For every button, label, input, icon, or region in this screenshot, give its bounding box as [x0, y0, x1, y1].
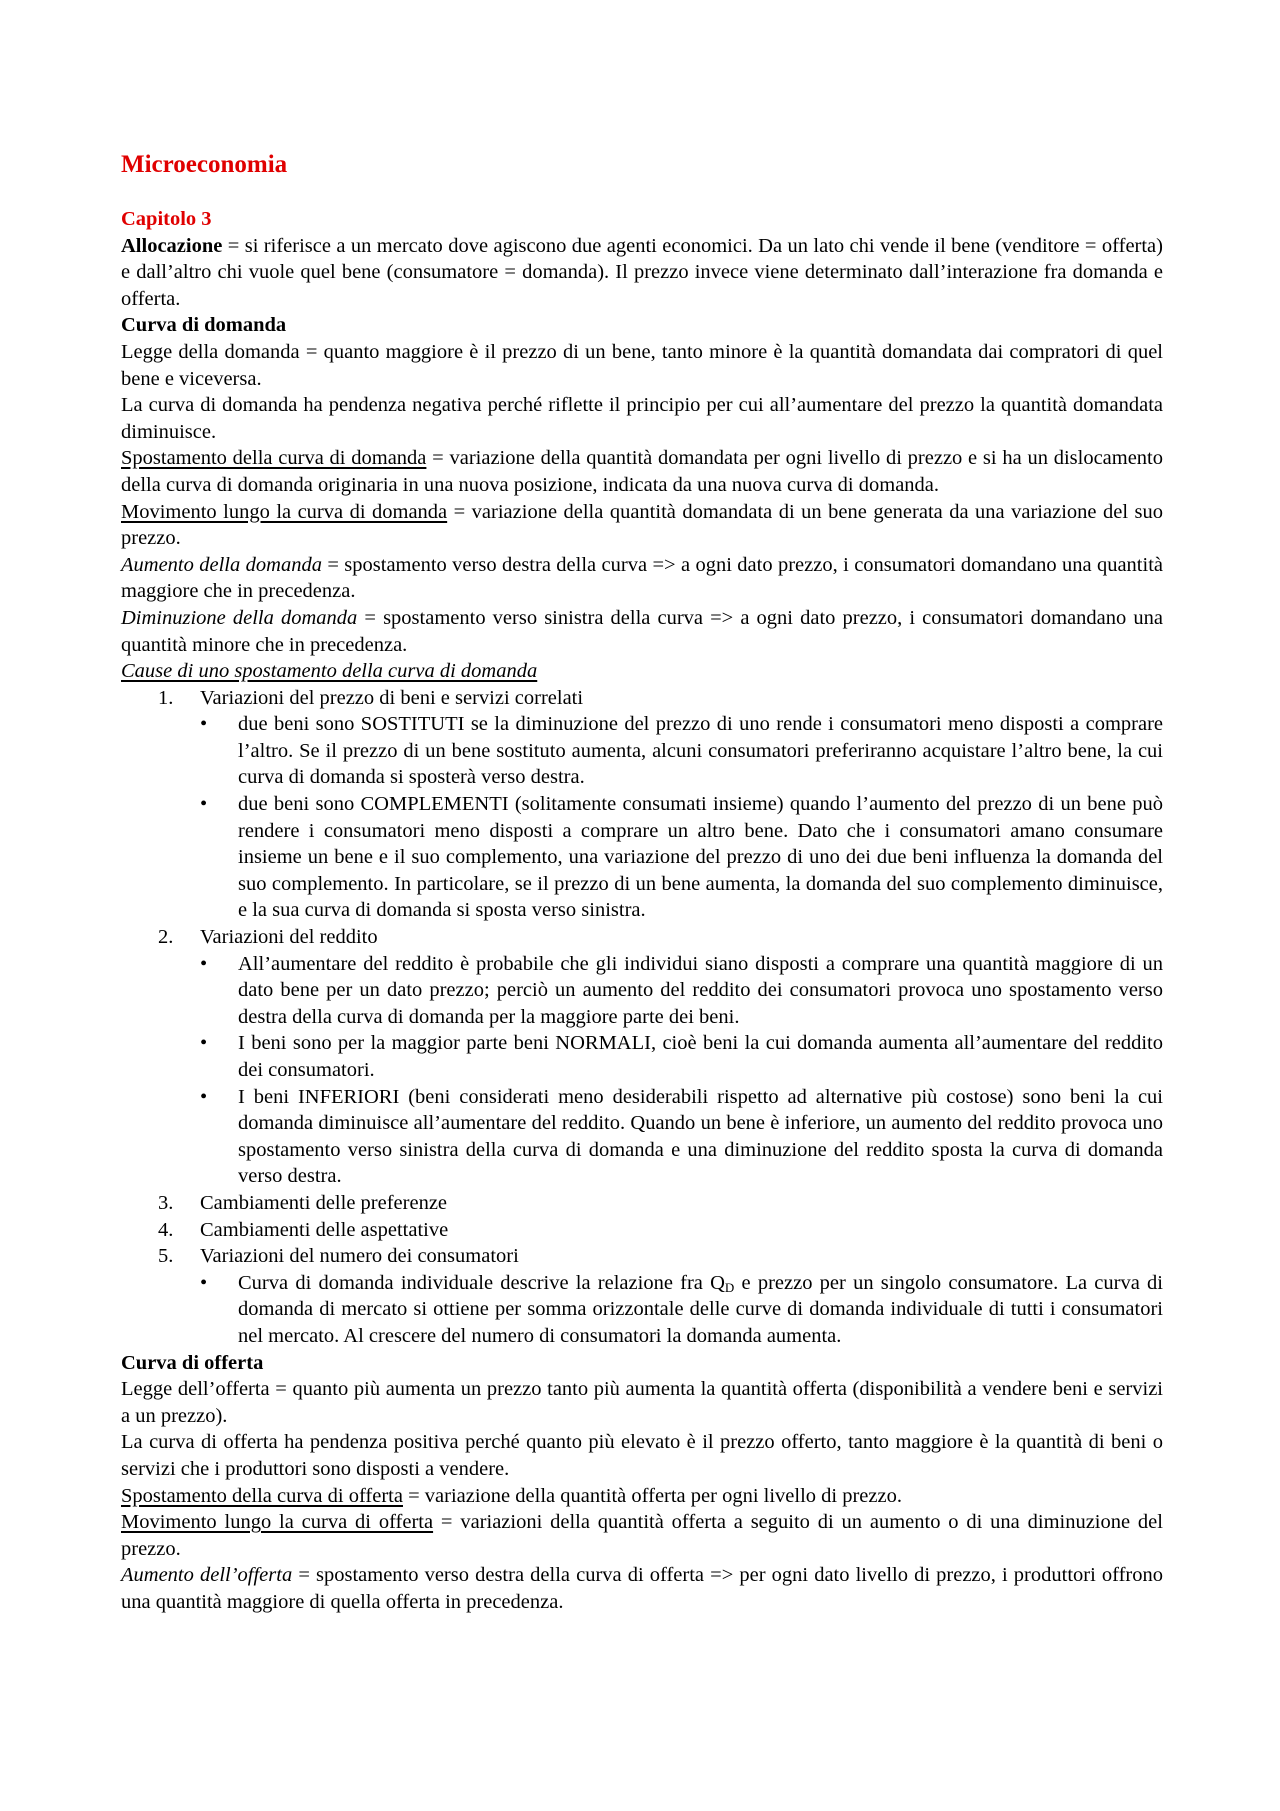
bullet-item: • All’aumentare del reddito è probabile che gli individui siano disposti a comprare una quantità maggiore di un dato bene per un dato prezzo; perciò un aumento del reddito dei consumatori provoca uno spostamento verso destra della curva di domanda per la maggiore parte dei beni.	[200, 951, 1163, 1031]
text-spostamento-domanda: = variazione della quantità domandata per ogni livello di prezzo e si ha un dislocamento della curva di domanda originaria in una nuova posizione, indicata da una nuova curva di domanda.	[121, 447, 1164, 496]
section-heading-offerta: Curva di offerta	[121, 1351, 264, 1374]
bullet-text: e prezzo per un singolo consumatore. La curva di domanda di mercato si ottiene per somma orizzontale delle curve di domanda individuale di tutti i consumatori nel mercato. Al crescere del numero di consumatori la domanda aumenta.	[238, 1271, 1163, 1347]
term-aumento-domanda: Aumento della domanda	[121, 553, 322, 576]
text-movimento-domanda: = variazione della quantità domandata di un bene generata da una variazione del suo prezzo.	[121, 500, 1163, 550]
paragraph-movimento-domanda	[121, 499, 1163, 552]
paragraph-pendenza-domanda: La curva di domanda ha pendenza negativa perché riflette il principio per cui all’aumentare del prezzo la quantità domandata diminuisce.	[121, 394, 1163, 443]
cause-label: Variazioni del prezzo di beni e servizi correlati	[200, 686, 584, 709]
paragraph-aumento-domanda	[121, 552, 1163, 605]
bullet-item: • due beni sono COMPLEMENTI (solitamente consumati insieme) quando l’aumento del prezzo di un bene può rendere i consumatori meno disposti a comprare un altro bene. Dato che i consumatori amano consumare insieme un bene e il suo complemento, una variazione del prezzo di uno dei due beni influenza la domanda del suo complemento. In particolare, se il prezzo di un bene aumenta, la domanda del suo complemento diminuisce, e la sua curva di domanda si sposta verso sinistra.	[200, 791, 1163, 924]
list-number: 1.	[158, 686, 174, 709]
document-content	[121, 150, 1163, 1615]
cause-heading: Cause di uno spostamento della curva di domanda	[121, 660, 538, 683]
cause-label: Variazioni del numero dei consumatori	[200, 1245, 519, 1268]
paragraph-movimento-offerta	[121, 1509, 1163, 1562]
paragraph-spostamento-domanda	[121, 445, 1163, 498]
term-allocazione: Allocazione	[121, 234, 223, 257]
section-heading-domanda: Curva di domanda	[121, 314, 287, 337]
list-number: 2.	[158, 926, 174, 949]
list-item	[121, 924, 1163, 1190]
text-aumento-domanda: = spostamento verso destra della curva => a ogni dato prezzo, i consumatori domandano una quantità maggiore che in precedenza.	[121, 553, 1163, 603]
causes-list	[121, 685, 1163, 1350]
term-movimento-domanda: Movimento lungo la curva di domanda	[121, 500, 448, 523]
list-item	[121, 1190, 1163, 1217]
text-spostamento-offerta: = variazione della quantità offerta per ogni livello di prezzo.	[402, 1484, 902, 1507]
cause-label: Cambiamenti delle preferenze	[200, 1191, 448, 1214]
bullet-item: • I beni sono per la maggior parte beni NORMALI, cioè beni la cui domanda aumenta all’aumentare del reddito dei consumatori.	[200, 1030, 1163, 1083]
bullet-list	[200, 951, 1163, 1190]
list-item	[121, 1217, 1163, 1244]
term-spostamento-domanda: Spostamento della curva di domanda	[121, 447, 427, 470]
term-aumento-offerta: Aumento dell’offerta	[121, 1564, 293, 1587]
paragraph-allocazione	[121, 233, 1163, 313]
term-movimento-offerta: Movimento lungo la curva di offerta	[121, 1511, 434, 1534]
paragraph-pendenza-offerta: La curva di offerta ha pendenza positiva perché quanto più elevato è il prezzo offerto, tanto maggiore è la quantità di beni o servizi che i produttori sono disposti a vendere.	[121, 1431, 1163, 1480]
bullet-list	[200, 711, 1163, 924]
list-number: 4.	[158, 1218, 174, 1241]
paragraph-legge-domanda: Legge della domanda = quanto maggiore è il prezzo di un bene, tanto minore è la quantità domandata dai compratori di quel bene e viceversa.	[121, 340, 1163, 390]
paragraph-spostamento-offerta	[121, 1483, 1163, 1510]
paragraph-legge-offerta: Legge dell’offerta = quanto più aumenta un prezzo tanto più aumenta la quantità offerta (disponibilità a vendere beni e servizi a un prezzo).	[121, 1378, 1163, 1427]
document-title: Microeconomia	[121, 151, 288, 178]
text-movimento-offerta: = variazioni della quantità offerta a seguito di un aumento o di una diminuzione del prezzo.	[121, 1511, 1163, 1560]
chapter-heading: Capitolo 3	[121, 208, 212, 230]
text-aumento-offerta: = spostamento verso destra della curva di offerta => per ogni dato livello di prezzo, i produttori offrono una quantità maggiore di quella offerta in precedenza.	[121, 1564, 1164, 1613]
bullet-text: Curva di domanda individuale descrive la relazione fra Q	[238, 1271, 725, 1294]
bullet-item: • I beni INFERIORI (beni considerati meno desiderabili rispetto ad alternative più costose) sono beni la cui domanda diminuisce all’aumentare del reddito. Quando un bene è inferiore, un aumento del reddito provoca uno spostamento verso sinistra della curva di domanda e una diminuzione del reddito sposta la curva di domanda verso destra.	[200, 1084, 1163, 1190]
paragraph-diminuzione-domanda	[121, 605, 1163, 658]
list-number: 3.	[158, 1191, 174, 1214]
cause-label: Cambiamenti delle aspettative	[200, 1218, 449, 1241]
paragraph-cause-heading	[121, 658, 1163, 685]
subscript-d: D	[724, 1279, 735, 1295]
list-item	[121, 1243, 1163, 1349]
term-diminuzione-domanda: Diminuzione della domanda	[121, 606, 358, 629]
bullet-item: • due beni sono SOSTITUTI se la diminuzione del prezzo di uno rende i consumatori meno disposti a comprare l’altro. Se il prezzo di un bene sostituto aumenta, alcuni consumatori preferiranno acquistare l’altro bene, la cui curva di domanda si sposterà verso destra.	[200, 711, 1163, 791]
paragraph-aumento-offerta	[121, 1562, 1163, 1615]
term-spostamento-offerta: Spostamento della curva di offerta	[121, 1484, 403, 1507]
bullet-item	[200, 1270, 1163, 1350]
list-number: 5.	[158, 1245, 174, 1268]
bullet-list	[200, 1270, 1163, 1350]
cause-label: Variazioni del reddito	[200, 926, 378, 949]
text-diminuzione-domanda: = spostamento verso sinistra della curva => a ogni dato prezzo, i consumatori domandano una quantità minore che in precedenza.	[121, 606, 1163, 656]
list-item	[121, 685, 1163, 924]
text-allocazione: = si riferisce a un mercato dove agiscono due agenti economici. Da un lato chi vende il bene (venditore = offerta) e dall’altro chi vuole quel bene (consumatore = domanda). Il prezzo invece viene determinato dall’interazione fra domanda e offerta.	[121, 234, 1163, 310]
